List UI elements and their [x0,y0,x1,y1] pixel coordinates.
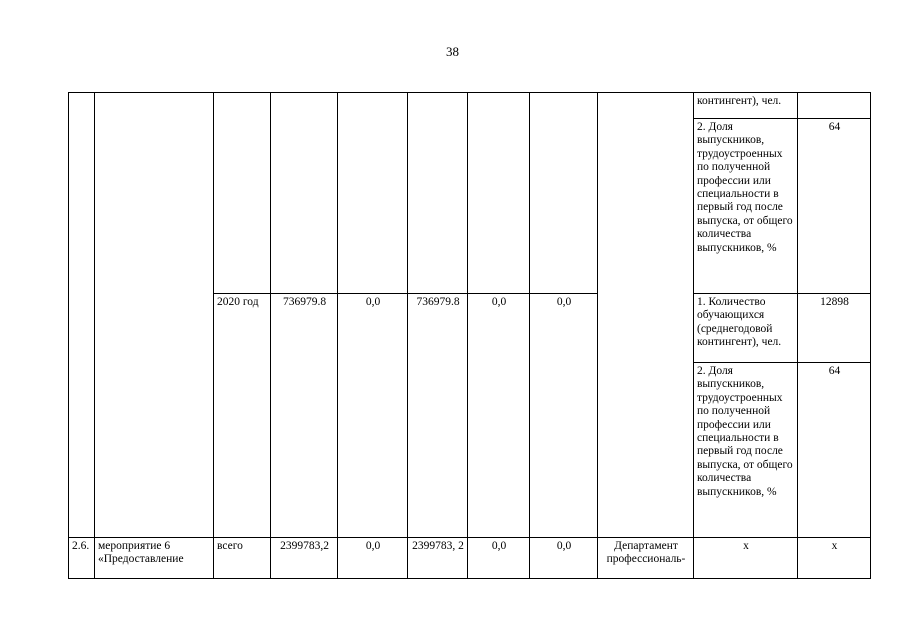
value-cell-empty [798,93,871,119]
value-cell: 12898 [798,294,871,363]
value-cell: 64 [798,119,871,294]
regional-cell: 736979.8 [408,294,468,538]
total-cell: 736979.8 [271,294,338,538]
other-cell: 0,0 [530,294,598,538]
total-cell-empty [271,93,338,294]
indicator-cell: х [694,538,798,579]
year-cell: 2020 год [214,294,271,538]
year-cell-empty [214,93,271,294]
federal-cell: 0,0 [338,294,408,538]
other-cell: 0,0 [530,538,598,579]
budget-table [68,92,871,579]
num-cell-empty [69,93,95,538]
year-cell: всего [214,538,271,579]
name-cell-empty [95,93,214,538]
indicator-cell: 2. Доля выпускников, трудоустроенных по полученной профессии или специальности в первый год после выпуска, от общего количества выпускников, % [694,119,798,294]
indicator-cell: контингент), чел. [694,93,798,119]
federal-cell: 0,0 [338,538,408,579]
local-cell: 0,0 [468,538,530,579]
value-cell: х [798,538,871,579]
table-row [69,538,871,579]
value-cell: 64 [798,363,871,538]
executor-cell-empty [598,93,694,538]
indicator-cell: 2. Доля выпускников, трудоустроенных по полученной профессии или специальности в первый год после выпуска, от общего количества выпускников, % [694,363,798,538]
local-cell: 0,0 [468,294,530,538]
name-cell: мероприятие 6 «Предоставление [95,538,214,579]
table-row [69,93,871,119]
regional-cell-empty [408,93,468,294]
regional-cell: 2399783, 2 [408,538,468,579]
local-cell-empty [468,93,530,294]
federal-cell-empty [338,93,408,294]
executor-cell: Департамент профессиональ- [598,538,694,579]
other-cell-empty [530,93,598,294]
total-cell: 2399783,2 [271,538,338,579]
page-number: 38 [446,44,459,59]
num-cell: 2.6. [69,538,95,579]
indicator-cell: 1. Количество обучающихся (среднегодовой контингент), чел. [694,294,798,363]
